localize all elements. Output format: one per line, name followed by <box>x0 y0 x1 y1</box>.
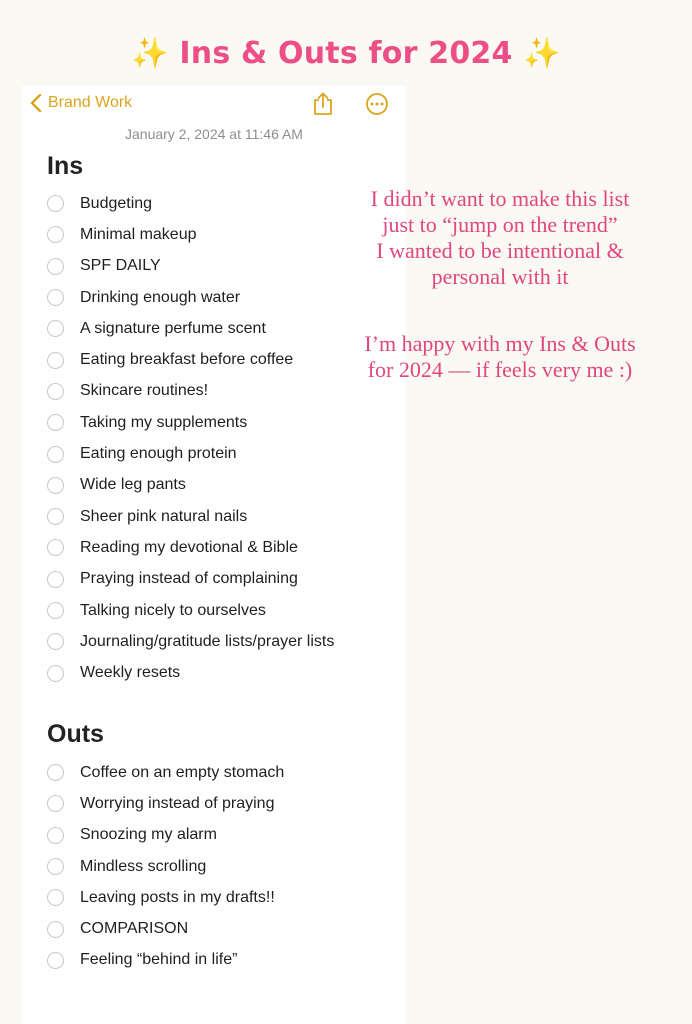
back-label: Brand Work <box>48 94 133 111</box>
checklist-item <box>47 657 334 688</box>
checklist-item <box>47 564 334 595</box>
checklist-item-label: Drinking enough water <box>80 288 241 306</box>
annotation-line: I’m happy with my Ins & Outs <box>364 331 636 356</box>
annotation-line: I wanted to be intentional & <box>376 238 624 263</box>
checkbox-circle-icon[interactable] <box>47 414 64 431</box>
checklist-item <box>47 470 334 501</box>
checklist-item-label: A signature perfume scent <box>80 319 266 337</box>
checklist-item <box>47 882 284 913</box>
checkbox-circle-icon[interactable] <box>47 539 64 556</box>
checklist-item-label: Eating enough protein <box>80 445 237 463</box>
checklist-item <box>47 757 284 788</box>
checklist-item <box>47 626 334 657</box>
annotation-line: just to “jump on the trend” <box>382 212 618 237</box>
more-button[interactable] <box>365 92 389 121</box>
checklist-item <box>47 595 334 626</box>
share-button[interactable] <box>312 92 334 121</box>
checklist-item <box>47 219 334 250</box>
checklist-item <box>47 376 334 407</box>
checkbox-circle-icon[interactable] <box>47 508 64 525</box>
checklist-item-label: Worrying instead of praying <box>80 794 275 812</box>
checklist-item-label: Coffee on an empty stomach <box>80 763 285 781</box>
checkbox-circle-icon[interactable] <box>47 764 64 781</box>
checklist-item-label: Budgeting <box>80 194 153 212</box>
checkbox-circle-icon[interactable] <box>47 289 64 306</box>
checklist-item <box>47 820 284 851</box>
checkbox-circle-icon[interactable] <box>47 952 64 969</box>
checklist-item <box>47 407 334 438</box>
checklist-item <box>47 851 284 882</box>
checklist-item-label: Eating breakfast before coffee <box>80 351 294 369</box>
ins-heading: Ins <box>47 152 84 180</box>
checkbox-circle-icon[interactable] <box>47 571 64 588</box>
checklist-item-label: Sheer pink natural nails <box>80 507 248 525</box>
more-icon <box>365 92 389 116</box>
outs-checklist <box>47 757 284 976</box>
checkbox-circle-icon[interactable] <box>47 383 64 400</box>
checkbox-circle-icon[interactable] <box>47 195 64 212</box>
checklist-item-label: Feeling “behind in life” <box>80 951 238 969</box>
sparkles-icon: ✨ <box>131 36 169 71</box>
checklist-item-label: Weekly resets <box>80 664 181 682</box>
checklist-item-label: Praying instead of complaining <box>80 570 298 588</box>
checkbox-circle-icon[interactable] <box>47 602 64 619</box>
checklist-item <box>47 501 334 532</box>
annotation-line: personal with it <box>431 264 569 289</box>
checkbox-circle-icon[interactable] <box>47 446 64 463</box>
checkbox-circle-icon[interactable] <box>47 352 64 369</box>
checkbox-circle-icon[interactable] <box>47 665 64 682</box>
ins-checklist <box>47 188 334 689</box>
checkbox-circle-icon[interactable] <box>47 633 64 650</box>
checkbox-circle-icon[interactable] <box>47 827 64 844</box>
checkbox-circle-icon[interactable] <box>47 858 64 875</box>
checklist-item <box>47 282 334 313</box>
sparkles-icon: ✨ <box>523 36 561 71</box>
annotation-line: for 2024 — if feels very me :) <box>367 357 633 382</box>
checkbox-circle-icon[interactable] <box>47 226 64 243</box>
checklist-item <box>47 913 284 944</box>
checklist-item <box>47 438 334 469</box>
checklist-item-label: Reading my devotional & Bible <box>80 538 298 556</box>
checkbox-circle-icon[interactable] <box>47 889 64 906</box>
checkbox-circle-icon[interactable] <box>47 921 64 938</box>
checkbox-circle-icon[interactable] <box>47 795 64 812</box>
checklist-item <box>47 945 284 976</box>
checklist-item <box>47 251 334 282</box>
checklist-item <box>47 344 334 375</box>
checklist-item-label: Leaving posts in my drafts!! <box>80 888 275 906</box>
checklist-item <box>47 532 334 563</box>
back-button[interactable] <box>30 94 132 112</box>
annotation-happy <box>335 331 665 383</box>
note-date: January 2, 2024 at 11:46 AM <box>125 126 303 142</box>
checklist-item-label: Journaling/gratitude lists/prayer lists <box>80 632 335 650</box>
checkbox-circle-icon[interactable] <box>47 477 64 494</box>
checklist-item-label: COMPARISON <box>80 920 189 938</box>
checklist-item-label: Talking nicely to ourselves <box>80 601 266 619</box>
share-icon <box>312 92 334 116</box>
checklist-item-label: Mindless scrolling <box>80 857 207 875</box>
checklist-item-label: Snoozing my alarm <box>80 826 217 844</box>
chevron-left-icon <box>30 94 42 112</box>
outs-heading: Outs <box>47 720 104 748</box>
annotation-line: I didn’t want to make this list <box>370 186 630 211</box>
annotation-intentional <box>335 186 665 290</box>
story-title-text: Ins & Outs for 2024 <box>179 36 513 71</box>
checklist-item-label: Wide leg pants <box>80 476 186 494</box>
checklist-item-label: Minimal makeup <box>80 225 197 243</box>
checklist-item <box>47 313 334 344</box>
story-title <box>0 36 692 71</box>
checklist-item-label: Taking my supplements <box>80 413 248 431</box>
checklist-item <box>47 788 284 819</box>
checklist-item <box>47 188 334 219</box>
checkbox-circle-icon[interactable] <box>47 320 64 337</box>
checklist-item-label: SPF DAILY <box>80 257 161 275</box>
checkbox-circle-icon[interactable] <box>47 258 64 275</box>
checklist-item-label: Skincare routines! <box>80 382 209 400</box>
